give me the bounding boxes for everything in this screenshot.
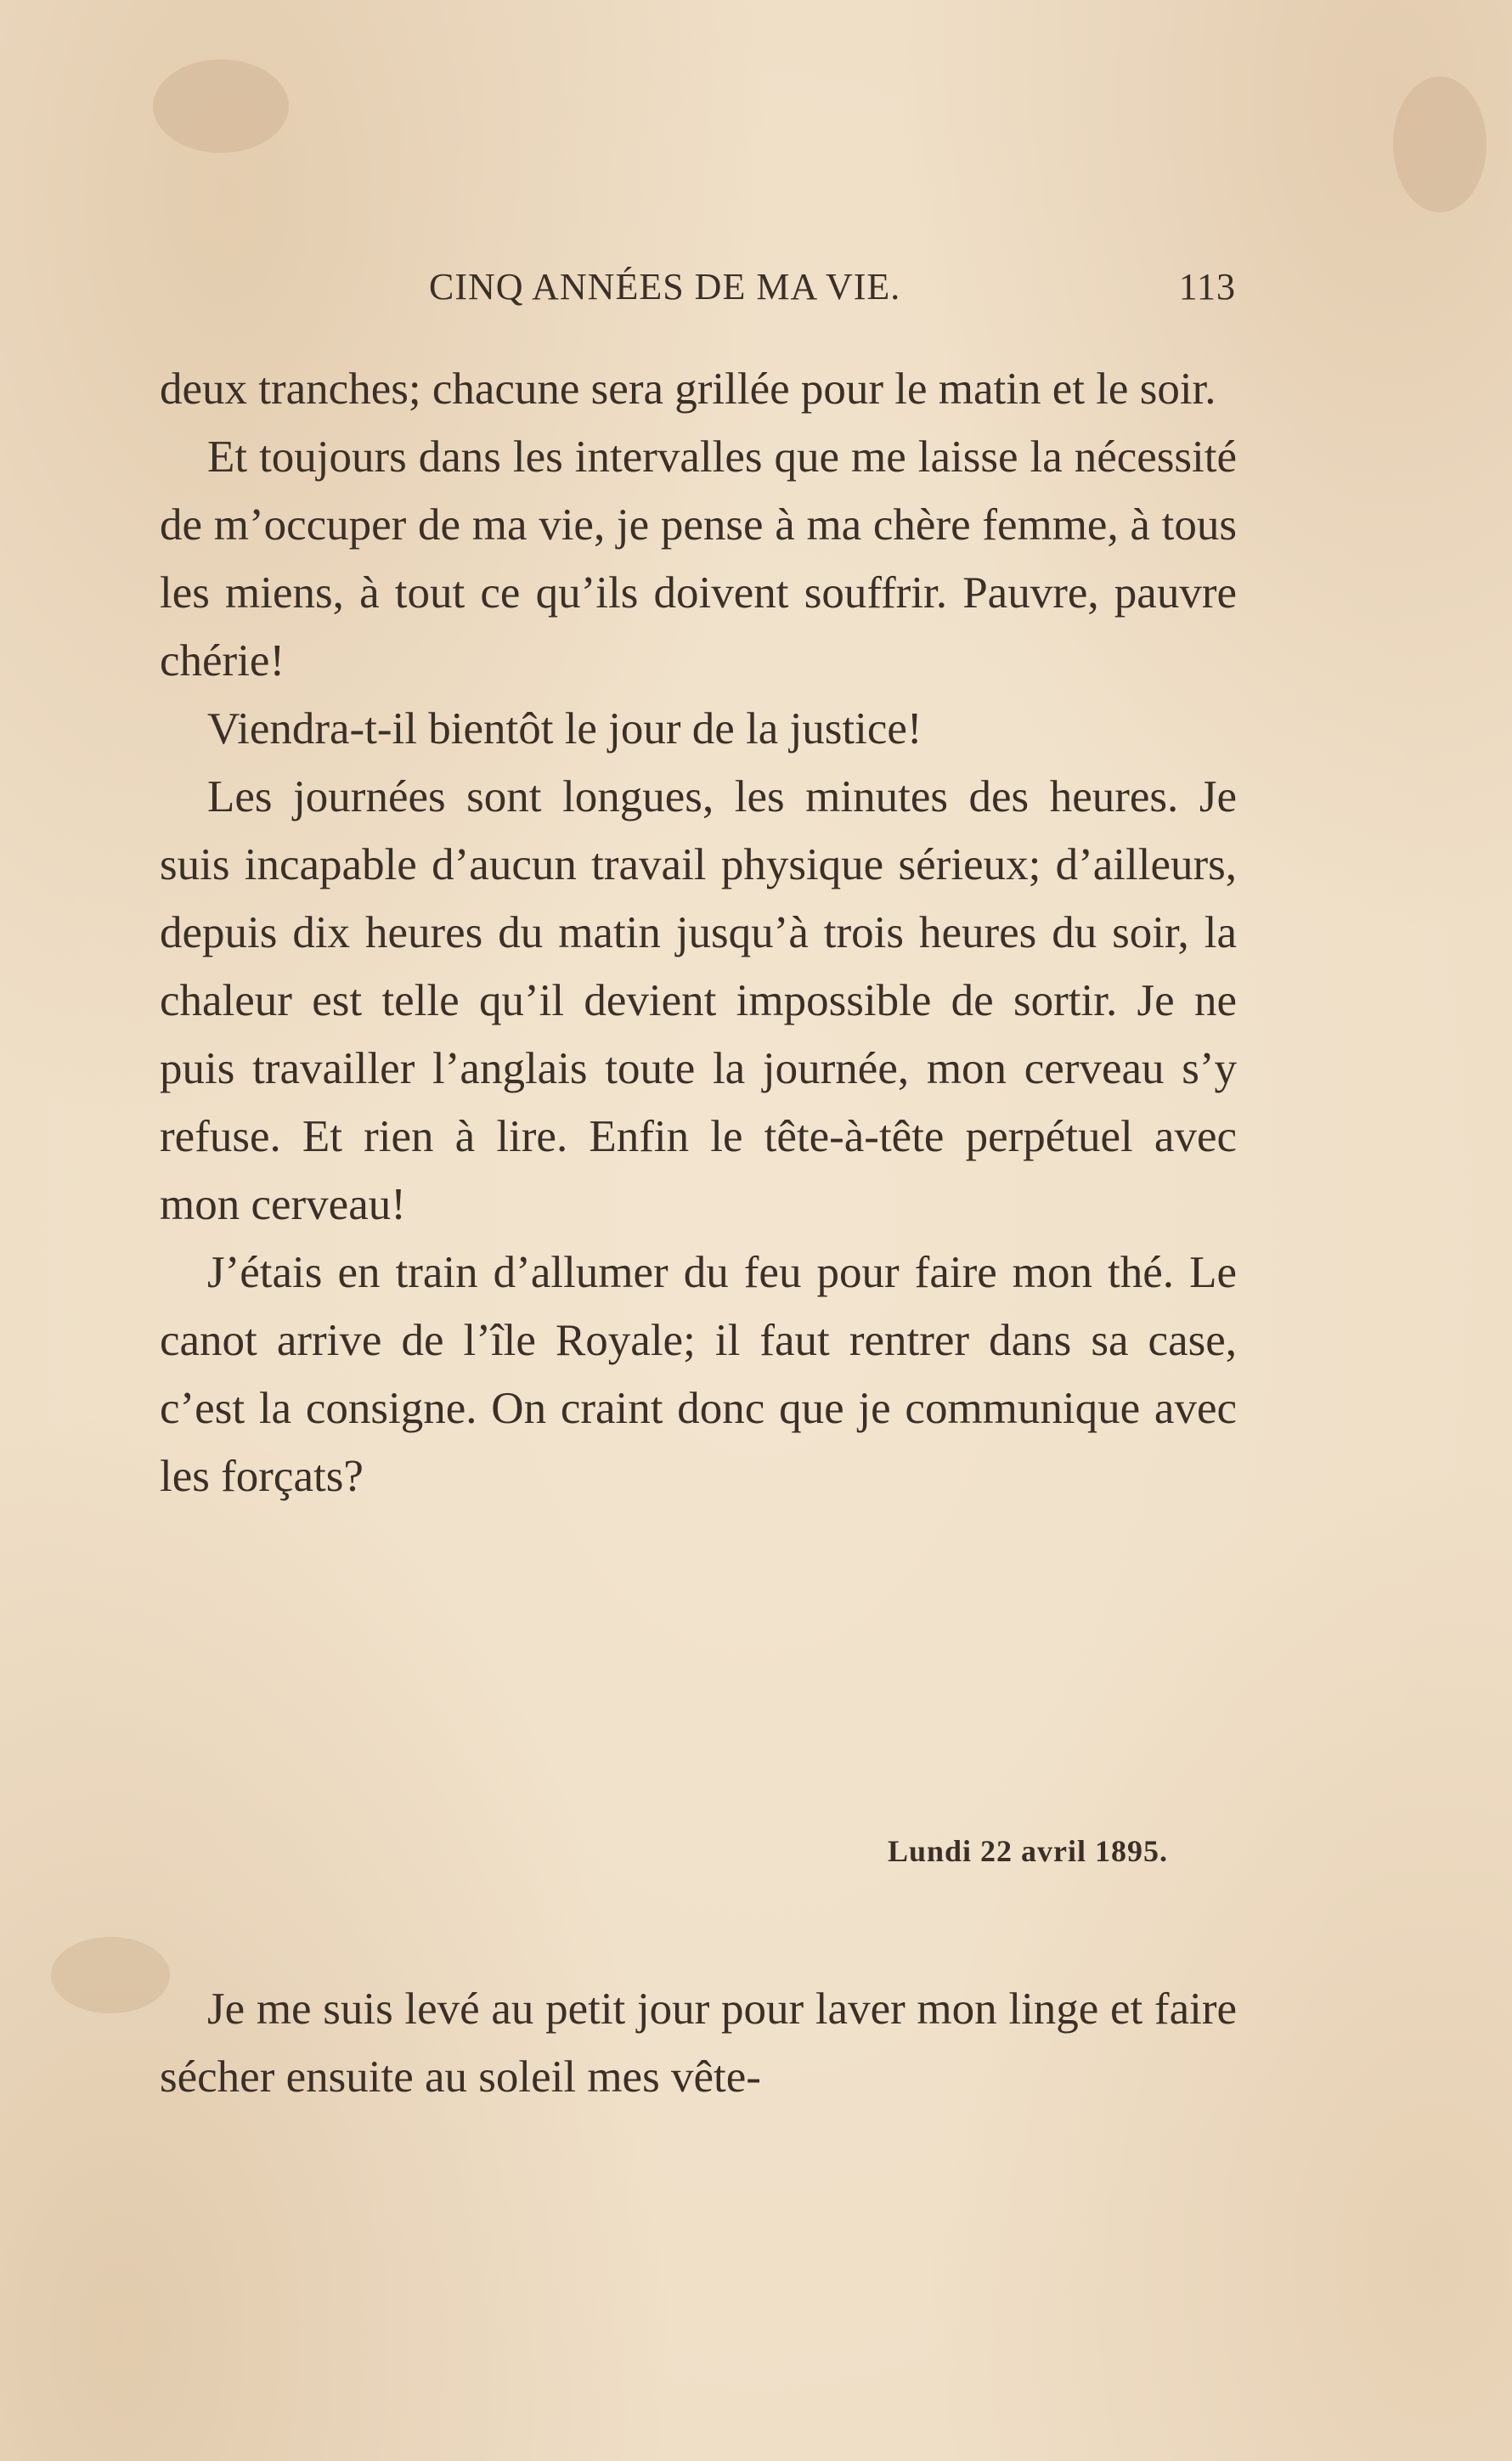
paper-stain — [153, 59, 289, 153]
paragraph: deux tranches; chacune sera grillée pour le matin et le soir. — [160, 364, 1216, 414]
body-text-continued — [160, 1975, 1237, 2111]
dateline: Lundi 22 avril 1895. — [887, 1834, 1168, 1868]
paragraph: Je me suis levé au petit jour pour laver mon linge et faire sécher ensuite au soleil mes vête- — [160, 1984, 1237, 2102]
body-text — [160, 355, 1237, 1510]
paragraph: Les journées sont longues, les minutes des heures. Je suis incapable d’aucun travail physique sérieux; d’ailleurs, depuis dix heures du matin jusqu’à trois heures du soir, la chaleur est telle qu’il devient impossible de sortir. Je ne puis travailler l’anglais toute la journée, mon cerveau s’y refuse. Et rien à lire. Enfin le tête-à-tête perpétuel avec mon cerveau! — [160, 772, 1237, 1229]
running-title: CINQ ANNÉES DE MA VIE. — [429, 266, 901, 308]
paper-stain — [1393, 76, 1487, 212]
paragraph: J’étais en train d’allumer du feu pour faire mon thé. Le canot arrive de l’île Royale; il faut rentrer dans sa case, c’est la consigne. On craint donc que je communique avec les forçats? — [160, 1248, 1237, 1501]
paragraph: Et toujours dans les intervalles que me laisse la nécessité de m’occuper de ma vie, je pense à ma chère femme, à tous les miens, à tout ce qu’ils doivent souffrir. Pauvre, pauvre chérie! — [160, 432, 1237, 686]
running-header — [429, 265, 1236, 316]
page-number: 113 — [1178, 266, 1236, 308]
paper-stain — [51, 1937, 170, 2013]
paragraph: Viendra-t-il bientôt le jour de la justice! — [207, 704, 922, 754]
